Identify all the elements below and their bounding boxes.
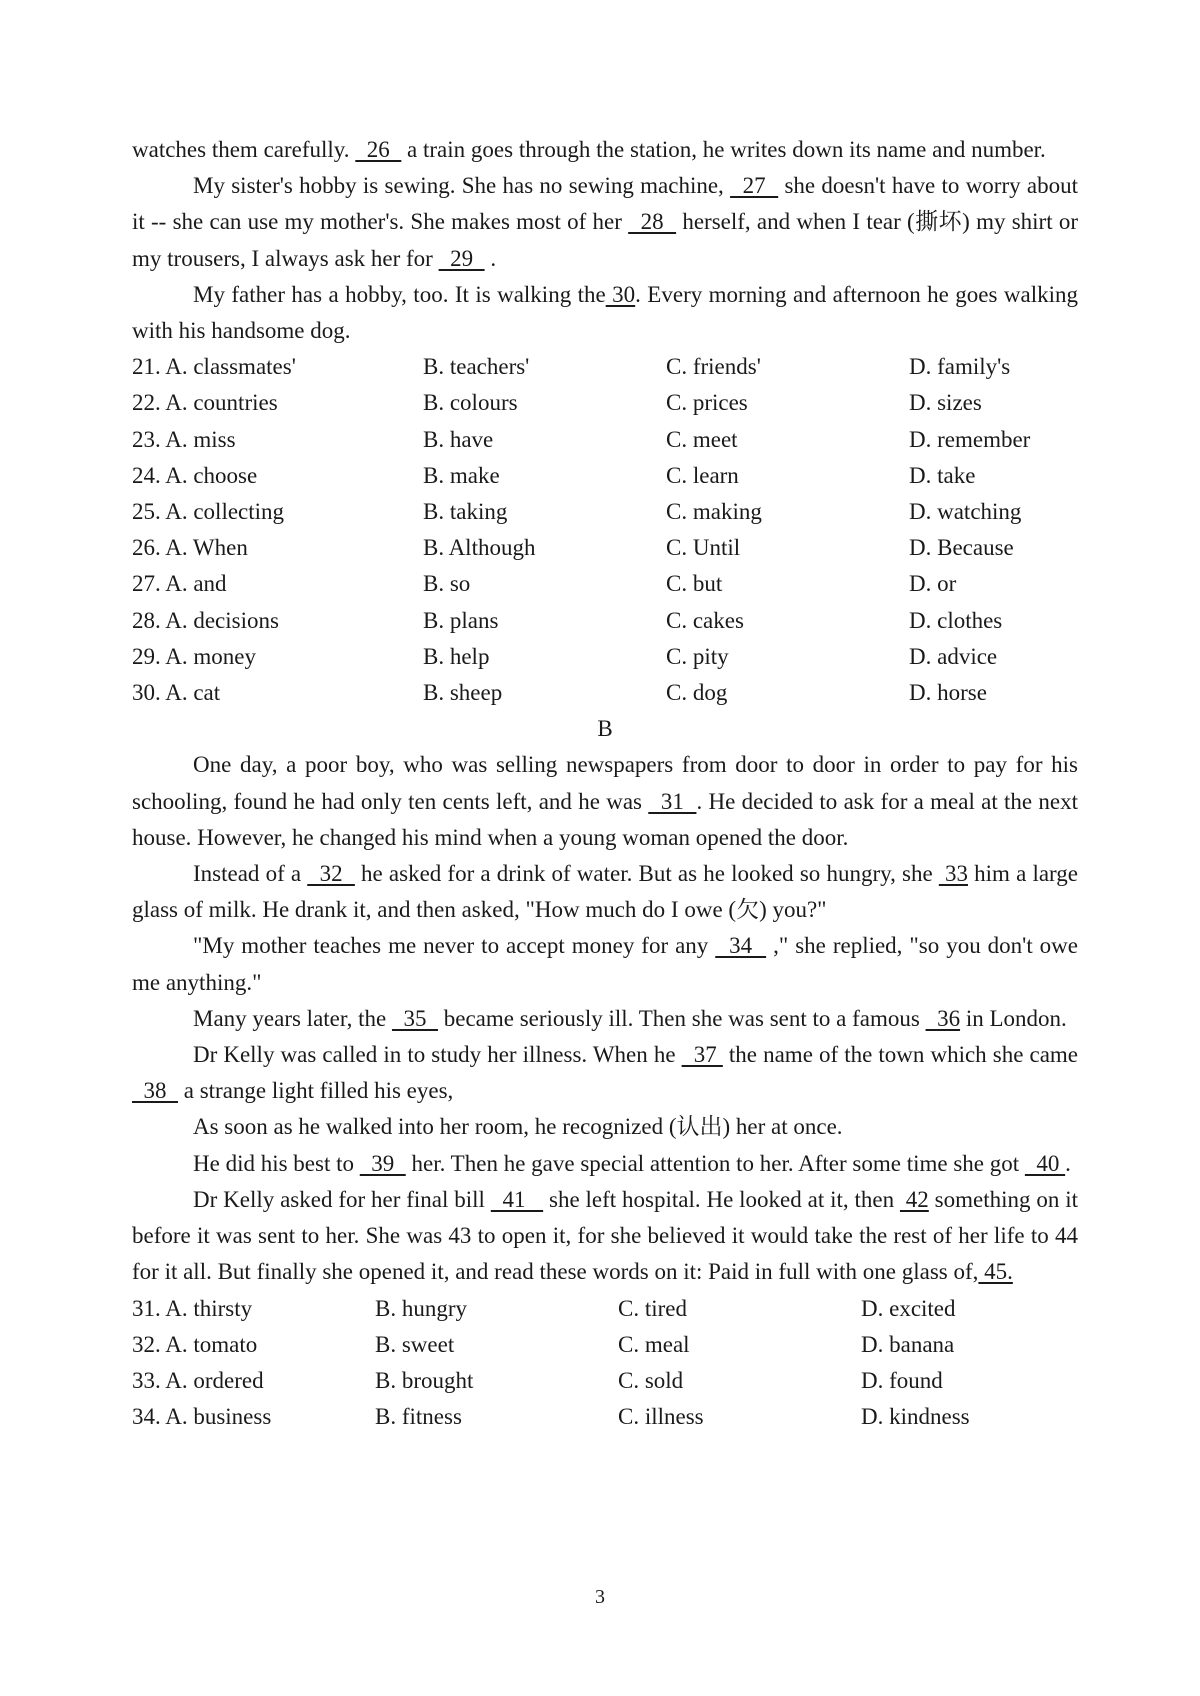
option-row-27: 27. A. and B. so C. but D. or	[132, 571, 957, 597]
option-row-22: 22. A. countries B. colours C. prices D. sizes	[132, 390, 982, 416]
option-row-24: 24. A. choose B. make C. learn D. take	[132, 462, 976, 488]
option-row-28: 28. A. decisions B. plans C. cakes D. clothes	[132, 607, 1003, 633]
blank-40: 40	[1024, 1150, 1066, 1176]
blank-45: 45.	[978, 1259, 1013, 1285]
option-row-33: 33. A. ordered B. brought C. sold D. found	[132, 1367, 943, 1393]
blank-33: 33	[938, 861, 968, 887]
blank-26: 26	[355, 137, 402, 162]
option-row-25: 25. A. collecting B. taking C. making D. watching	[132, 499, 1022, 525]
blank-38: 38	[132, 1078, 178, 1104]
blank-27: 27	[730, 173, 779, 199]
blank-29: 29	[438, 245, 485, 271]
blank-39: 39	[359, 1150, 406, 1176]
option-row-30: 30. A. cat B. sheep C. dog D. horse	[132, 680, 987, 706]
option-row-34: 34. A. business B. fitness C. illness D. kindness	[132, 1404, 970, 1430]
passage-a-paragraph-1: watches them carefully. 26 a train goes through the station, he writes down its name and number.	[132, 137, 1046, 162]
option-row-26: 26. A. When B. Although C. Until D. Because	[132, 535, 1014, 561]
option-row-31: 31. A. thirsty B. hungry C. tired D. excited	[132, 1295, 956, 1321]
blank-31: 31	[648, 788, 697, 814]
passage-b-paragraph-7: He did his best to 39 her. Then he gave special attention to her. After some time she got 40 .	[193, 1150, 1071, 1176]
passage-b-paragraph-2: Instead of a 32 he asked for a drink of water. But as he looked so hungry, she 33 him a large glass of milk. He drank it, and then asked, "How much do I owe (欠) you?"	[132, 861, 1078, 923]
section-heading-b: B	[597, 716, 613, 742]
passage-b-paragraph-1: One day, a poor boy, who was selling newspapers from door to door in order to pay for his schooling, found he had only ten cents left, and he was 31 . He decided to ask for a meal at the next house. However, he changed his mind when a young woman opened the door.	[132, 752, 1079, 850]
blank-30: 30	[605, 281, 636, 307]
blank-32: 32	[307, 861, 355, 887]
passage-a-paragraph-2: My sister's hobby is sewing. She has no sewing machine, 27 she doesn't have to worry about it -- she can use my mother's. She makes most of her 28 herself, and when I tear (撕坏) my shirt or my trousers, I always ask her for 29 .	[132, 173, 1079, 271]
options-21-30	[132, 349, 1078, 711]
option-row-32: 32. A. tomato B. sweet C. meal D. banana	[132, 1331, 955, 1357]
passage-b-paragraph-3: "My mother teaches me never to accept money for any 34 ," she replied, "so you don't owe me anything."	[132, 933, 1078, 995]
options-31-34	[132, 1291, 1078, 1436]
blank-28: 28	[628, 209, 677, 235]
page-number: 3	[595, 1586, 605, 1608]
passage-b-paragraph-4: Many years later, the 35 became seriously ill. Then she was sent to a famous 36 in London.	[193, 1005, 1067, 1031]
blank-37: 37	[681, 1042, 723, 1068]
option-row-29: 29. A. money B. help C. pity D. advice	[132, 643, 998, 669]
passage-a-paragraph-3: My father has a hobby, too. It is walking the 30. Every morning and afternoon he goes walking with his handsome dog.	[132, 281, 1078, 344]
passage-b-paragraph-5: Dr Kelly was called in to study her illness. When he 37 the name of the town which she came 38 a strange light filled his eyes,	[132, 1042, 1078, 1104]
passage-b-paragraph-6: As soon as he walked into her room, he recognized (认出) her at once.	[193, 1114, 843, 1140]
blank-34: 34	[715, 933, 767, 959]
blank-42: 42	[899, 1186, 929, 1212]
blank-41: 41	[490, 1186, 544, 1212]
option-row-21: 21. A. classmates' B. teachers' C. friends' D. family's	[132, 354, 1011, 380]
blank-36: 36	[925, 1005, 961, 1031]
document-page	[132, 132, 1078, 1435]
option-row-23: 23. A. miss B. have C. meet D. remember	[132, 426, 1031, 452]
passage-b-paragraph-8: Dr Kelly asked for her final bill 41 she left hospital. He looked at it, then 42 something on it before it was sent to her. She was 43 to open it, for she believed it would take the rest of her life to 44 for it all. But finally she opened it, and read these words on it: Paid in full with one glass of, 45.	[132, 1186, 1079, 1285]
blank-35: 35	[391, 1005, 438, 1031]
